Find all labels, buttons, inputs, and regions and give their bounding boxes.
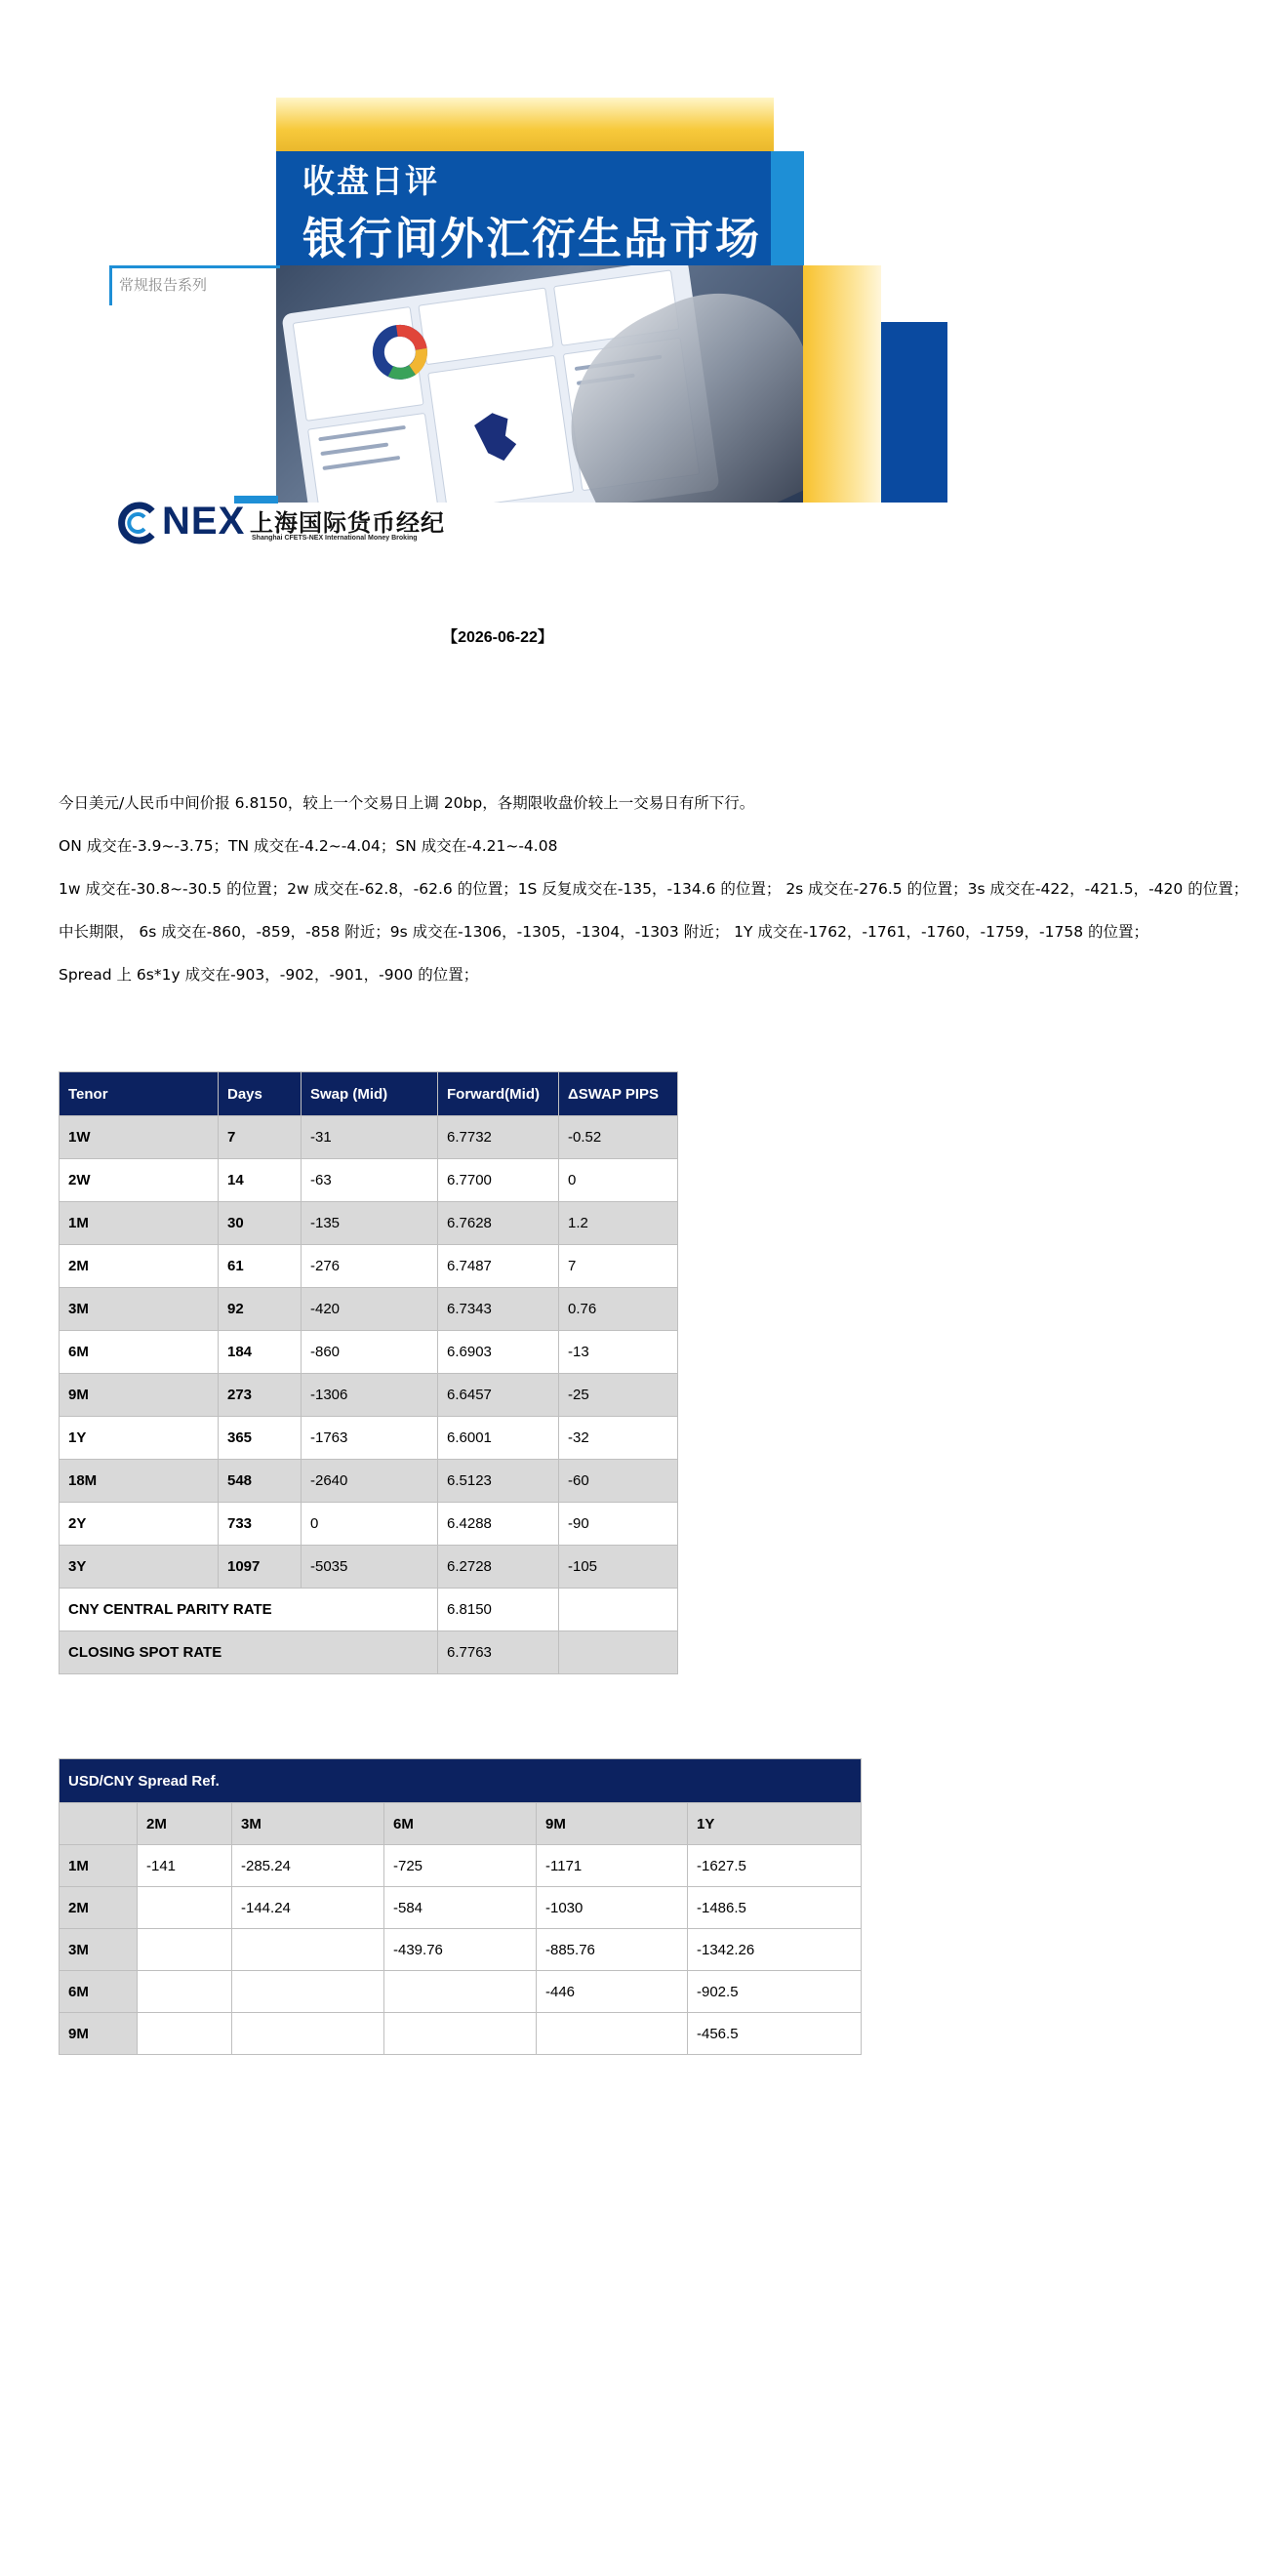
spread-reference-table (59, 1758, 862, 2055)
table-row (60, 1245, 678, 1288)
table-cell: 6.6457 (438, 1374, 559, 1417)
nex-swirl-icon (115, 502, 158, 544)
table-row (60, 1887, 862, 1929)
row-header: 6M (60, 1971, 138, 2013)
table-row (60, 2013, 862, 2055)
table-row (60, 1202, 678, 1245)
table-cell: -5035 (302, 1546, 438, 1589)
table-cell: -63 (302, 1159, 438, 1202)
table-cell: 7 (219, 1116, 302, 1159)
table-cell: 6.7628 (438, 1202, 559, 1245)
column-header: 2M (138, 1803, 232, 1845)
table-cell: 6.7487 (438, 1245, 559, 1288)
table-cell: 6M (60, 1331, 219, 1374)
banner-tablet-photo (276, 265, 803, 503)
commentary-paragraph: 中长期限， 6s 成交在-860，-859，-858 附近；9s 成交在-1306，-1305，-1304，-1303 附近； 1Y 成交在-1762，-1761，-1760，-1759，-1758 的位置； (59, 923, 1149, 941)
logo-chinese-name: 上海国际货币经纪 (250, 509, 445, 537)
column-header: 3M (232, 1803, 384, 1845)
table-cell: -2640 (302, 1460, 438, 1503)
table-cell: 6.6001 (438, 1417, 559, 1460)
table-cell: 6.4288 (438, 1503, 559, 1546)
table-cell: -420 (302, 1288, 438, 1331)
banner-cyan-strip (771, 151, 804, 268)
commentary-paragraph: 1w 成交在-30.8~-30.5 的位置；2w 成交在-62.8，-62.6 的位置；1S 反复成交在-135，-134.6 的位置； 2s 成交在-276.5 的位置；3s 成交在-422，-421.5，-420 的位置； (59, 880, 1249, 898)
column-header: 6M (384, 1803, 537, 1845)
table-cell (537, 2013, 688, 2055)
table-cell: -0.52 (559, 1116, 678, 1159)
row-header: 2M (60, 1887, 138, 1929)
table-cell: 548 (219, 1460, 302, 1503)
swap-points-table (59, 1071, 678, 1674)
parity-label: CNY CENTRAL PARITY RATE (60, 1589, 438, 1631)
column-header: Swap (Mid) (302, 1072, 438, 1116)
table-cell: 30 (219, 1202, 302, 1245)
table-row (60, 1589, 678, 1631)
table-cell: 1.2 (559, 1202, 678, 1245)
table-cell: 365 (219, 1417, 302, 1460)
table-cell: 0 (559, 1159, 678, 1202)
table-cell: 18M (60, 1460, 219, 1503)
table-cell: 6.5123 (438, 1460, 559, 1503)
report-banner (0, 0, 1288, 585)
table-cell: -90 (559, 1503, 678, 1546)
table-cell: -105 (559, 1546, 678, 1589)
table-cell: 1M (60, 1202, 219, 1245)
table-cell (232, 1929, 384, 1971)
table-row (60, 1971, 862, 2013)
table-cell: -1306 (302, 1374, 438, 1417)
commentary-paragraph: Spread 上 6s*1y 成交在-903，-902，-901，-900 的位置； (59, 966, 479, 984)
table-cell: 733 (219, 1503, 302, 1546)
table-title-row (60, 1759, 862, 1803)
table-cell: 184 (219, 1331, 302, 1374)
table-cell: 1Y (60, 1417, 219, 1460)
table-cell: 6.6903 (438, 1331, 559, 1374)
banner-yellow-gradient (803, 265, 881, 503)
row-header: 3M (60, 1929, 138, 1971)
table-cell: -860 (302, 1331, 438, 1374)
spread-table-title: USD/CNY Spread Ref. (60, 1759, 862, 1803)
row-header: 1M (60, 1845, 138, 1887)
table-row (60, 1503, 678, 1546)
table-row (60, 1374, 678, 1417)
table-cell: -1030 (537, 1887, 688, 1929)
table-row (60, 1116, 678, 1159)
banner-title-line1: 收盘日评 (302, 162, 439, 200)
table-cell: 1097 (219, 1546, 302, 1589)
nex-logo (115, 500, 447, 548)
table-header-row (60, 1803, 862, 1845)
table-row (60, 1631, 678, 1674)
table-cell: 6.7732 (438, 1116, 559, 1159)
column-header: Tenor (60, 1072, 219, 1116)
table-row (60, 1546, 678, 1589)
column-header: 9M (537, 1803, 688, 1845)
table-cell: 2W (60, 1159, 219, 1202)
table-row (60, 1159, 678, 1202)
parity-value: 6.8150 (438, 1589, 559, 1631)
table-cell: 6.2728 (438, 1546, 559, 1589)
table-cell: 6.7343 (438, 1288, 559, 1331)
column-header: 1Y (688, 1803, 862, 1845)
row-header: 9M (60, 2013, 138, 2055)
table-cell: -13 (559, 1331, 678, 1374)
table-cell: -456.5 (688, 2013, 862, 2055)
table-cell: 273 (219, 1374, 302, 1417)
table-cell: 6.7700 (438, 1159, 559, 1202)
spot-value: 6.7763 (438, 1631, 559, 1674)
table-cell (138, 1971, 232, 2013)
table-cell (384, 2013, 537, 2055)
table-row (60, 1845, 862, 1887)
report-date: 【2026-06-22】 (442, 629, 553, 646)
table-header-row (60, 1072, 678, 1116)
table-cell: -1763 (302, 1417, 438, 1460)
table-cell (232, 1971, 384, 2013)
table-cell: 0.76 (559, 1288, 678, 1331)
table-cell (138, 1887, 232, 1929)
spot-label: CLOSING SPOT RATE (60, 1631, 438, 1674)
table-cell: 2M (60, 1245, 219, 1288)
table-cell: 0 (302, 1503, 438, 1546)
banner-navy-block (881, 322, 947, 503)
table-cell: 92 (219, 1288, 302, 1331)
column-header: ΔSWAP PIPS (559, 1072, 678, 1116)
banner-title-line2: 银行间外汇衍生品市场 (302, 213, 762, 264)
commentary-paragraph: 今日美元/人民币中间价报 6.8150，较上一个交易日上调 20bp，各期限收盘价较上一交易日有所下行。 (59, 794, 755, 812)
table-row (60, 1288, 678, 1331)
table-cell: -141 (138, 1845, 232, 1887)
table-cell: 3Y (60, 1546, 219, 1589)
table-cell: -1627.5 (688, 1845, 862, 1887)
table-cell: 9M (60, 1374, 219, 1417)
market-commentary (59, 792, 1249, 1007)
table-cell (138, 1929, 232, 1971)
table-cell: 1W (60, 1116, 219, 1159)
table-cell: -885.76 (537, 1929, 688, 1971)
table-row (60, 1331, 678, 1374)
table-cell: -276 (302, 1245, 438, 1288)
table-cell: -584 (384, 1887, 537, 1929)
table-cell: 7 (559, 1245, 678, 1288)
table-cell (138, 2013, 232, 2055)
commentary-paragraph: ON 成交在-3.9~-3.75；TN 成交在-4.2~-4.04；SN 成交在-4.21~-4.08 (59, 837, 558, 855)
table-cell: -1342.26 (688, 1929, 862, 1971)
table-cell: -144.24 (232, 1887, 384, 1929)
logo-english-name: Shanghai CFETS-NEX International Money Broking (252, 535, 418, 542)
table-row (60, 1417, 678, 1460)
table-cell: 2Y (60, 1503, 219, 1546)
logo-wordmark: NEX (162, 500, 246, 543)
column-header (60, 1803, 138, 1845)
table-cell: -31 (302, 1116, 438, 1159)
table-cell: -725 (384, 1845, 537, 1887)
table-row (60, 1929, 862, 1971)
table-row (60, 1460, 678, 1503)
table-cell: -60 (559, 1460, 678, 1503)
table-cell: -135 (302, 1202, 438, 1245)
series-label: 常规报告系列 (119, 276, 208, 294)
table-cell: -32 (559, 1417, 678, 1460)
table-cell: -439.76 (384, 1929, 537, 1971)
table-cell: -285.24 (232, 1845, 384, 1887)
table-cell: 61 (219, 1245, 302, 1288)
table-cell (232, 2013, 384, 2055)
table-cell: -902.5 (688, 1971, 862, 2013)
table-cell: -25 (559, 1374, 678, 1417)
table-cell: -446 (537, 1971, 688, 2013)
table-cell: -1171 (537, 1845, 688, 1887)
table-cell: 14 (219, 1159, 302, 1202)
table-cell: 3M (60, 1288, 219, 1331)
column-header: Forward(Mid) (438, 1072, 559, 1116)
table-cell (384, 1971, 537, 2013)
column-header: Days (219, 1072, 302, 1116)
banner-yellow-block (276, 98, 774, 156)
table-cell: -1486.5 (688, 1887, 862, 1929)
